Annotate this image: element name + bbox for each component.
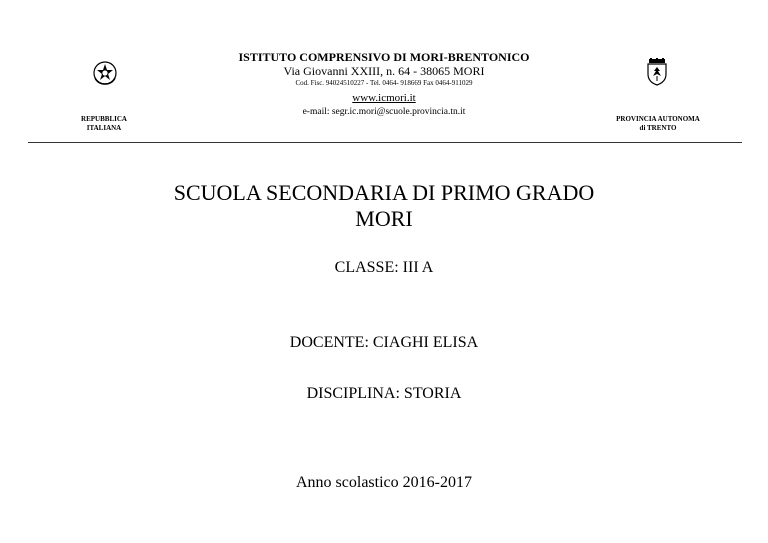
header-divider	[28, 142, 742, 143]
title-line1: SCUOLA SECONDARIA DI PRIMO GRADO	[173, 180, 595, 205]
disciplina-text: DISCIPLINA: STORIA	[306, 385, 462, 402]
republic-label	[64, 115, 144, 133]
classe-text: CLASSE: III A	[334, 259, 434, 276]
province-label	[608, 115, 708, 133]
school-codes: Cod. Fisc. 94024510227 - Tel. 0464- 918669 Fax 0464-911029	[295, 79, 473, 87]
province-label-line1: PROVINCIA AUTONOMA	[616, 115, 700, 123]
republic-label-line1: REPUBBLICA	[81, 115, 127, 123]
school-header	[0, 50, 768, 118]
school-address: Via Giovanni XXIII, n. 64 - 38065 MORI	[283, 64, 485, 78]
republic-label-line2: ITALIANA	[86, 124, 122, 132]
province-label-line2: di TRENTO	[639, 124, 677, 132]
website-link[interactable]: www.icmori.it	[352, 92, 416, 104]
anno-scolastico-text: Anno scolastico 2016-2017	[296, 474, 472, 491]
title-line2: MORI	[355, 206, 413, 231]
school-name: ISTITUTO COMPRENSIVO DI MORI-BRENTONICO	[238, 50, 530, 64]
docente-text: DOCENTE: CIAGHI ELISA	[289, 334, 479, 351]
document-title	[0, 180, 768, 232]
school-email: e-mail: segr.ic.mori@scuole.provincia.tn.it	[302, 107, 466, 117]
